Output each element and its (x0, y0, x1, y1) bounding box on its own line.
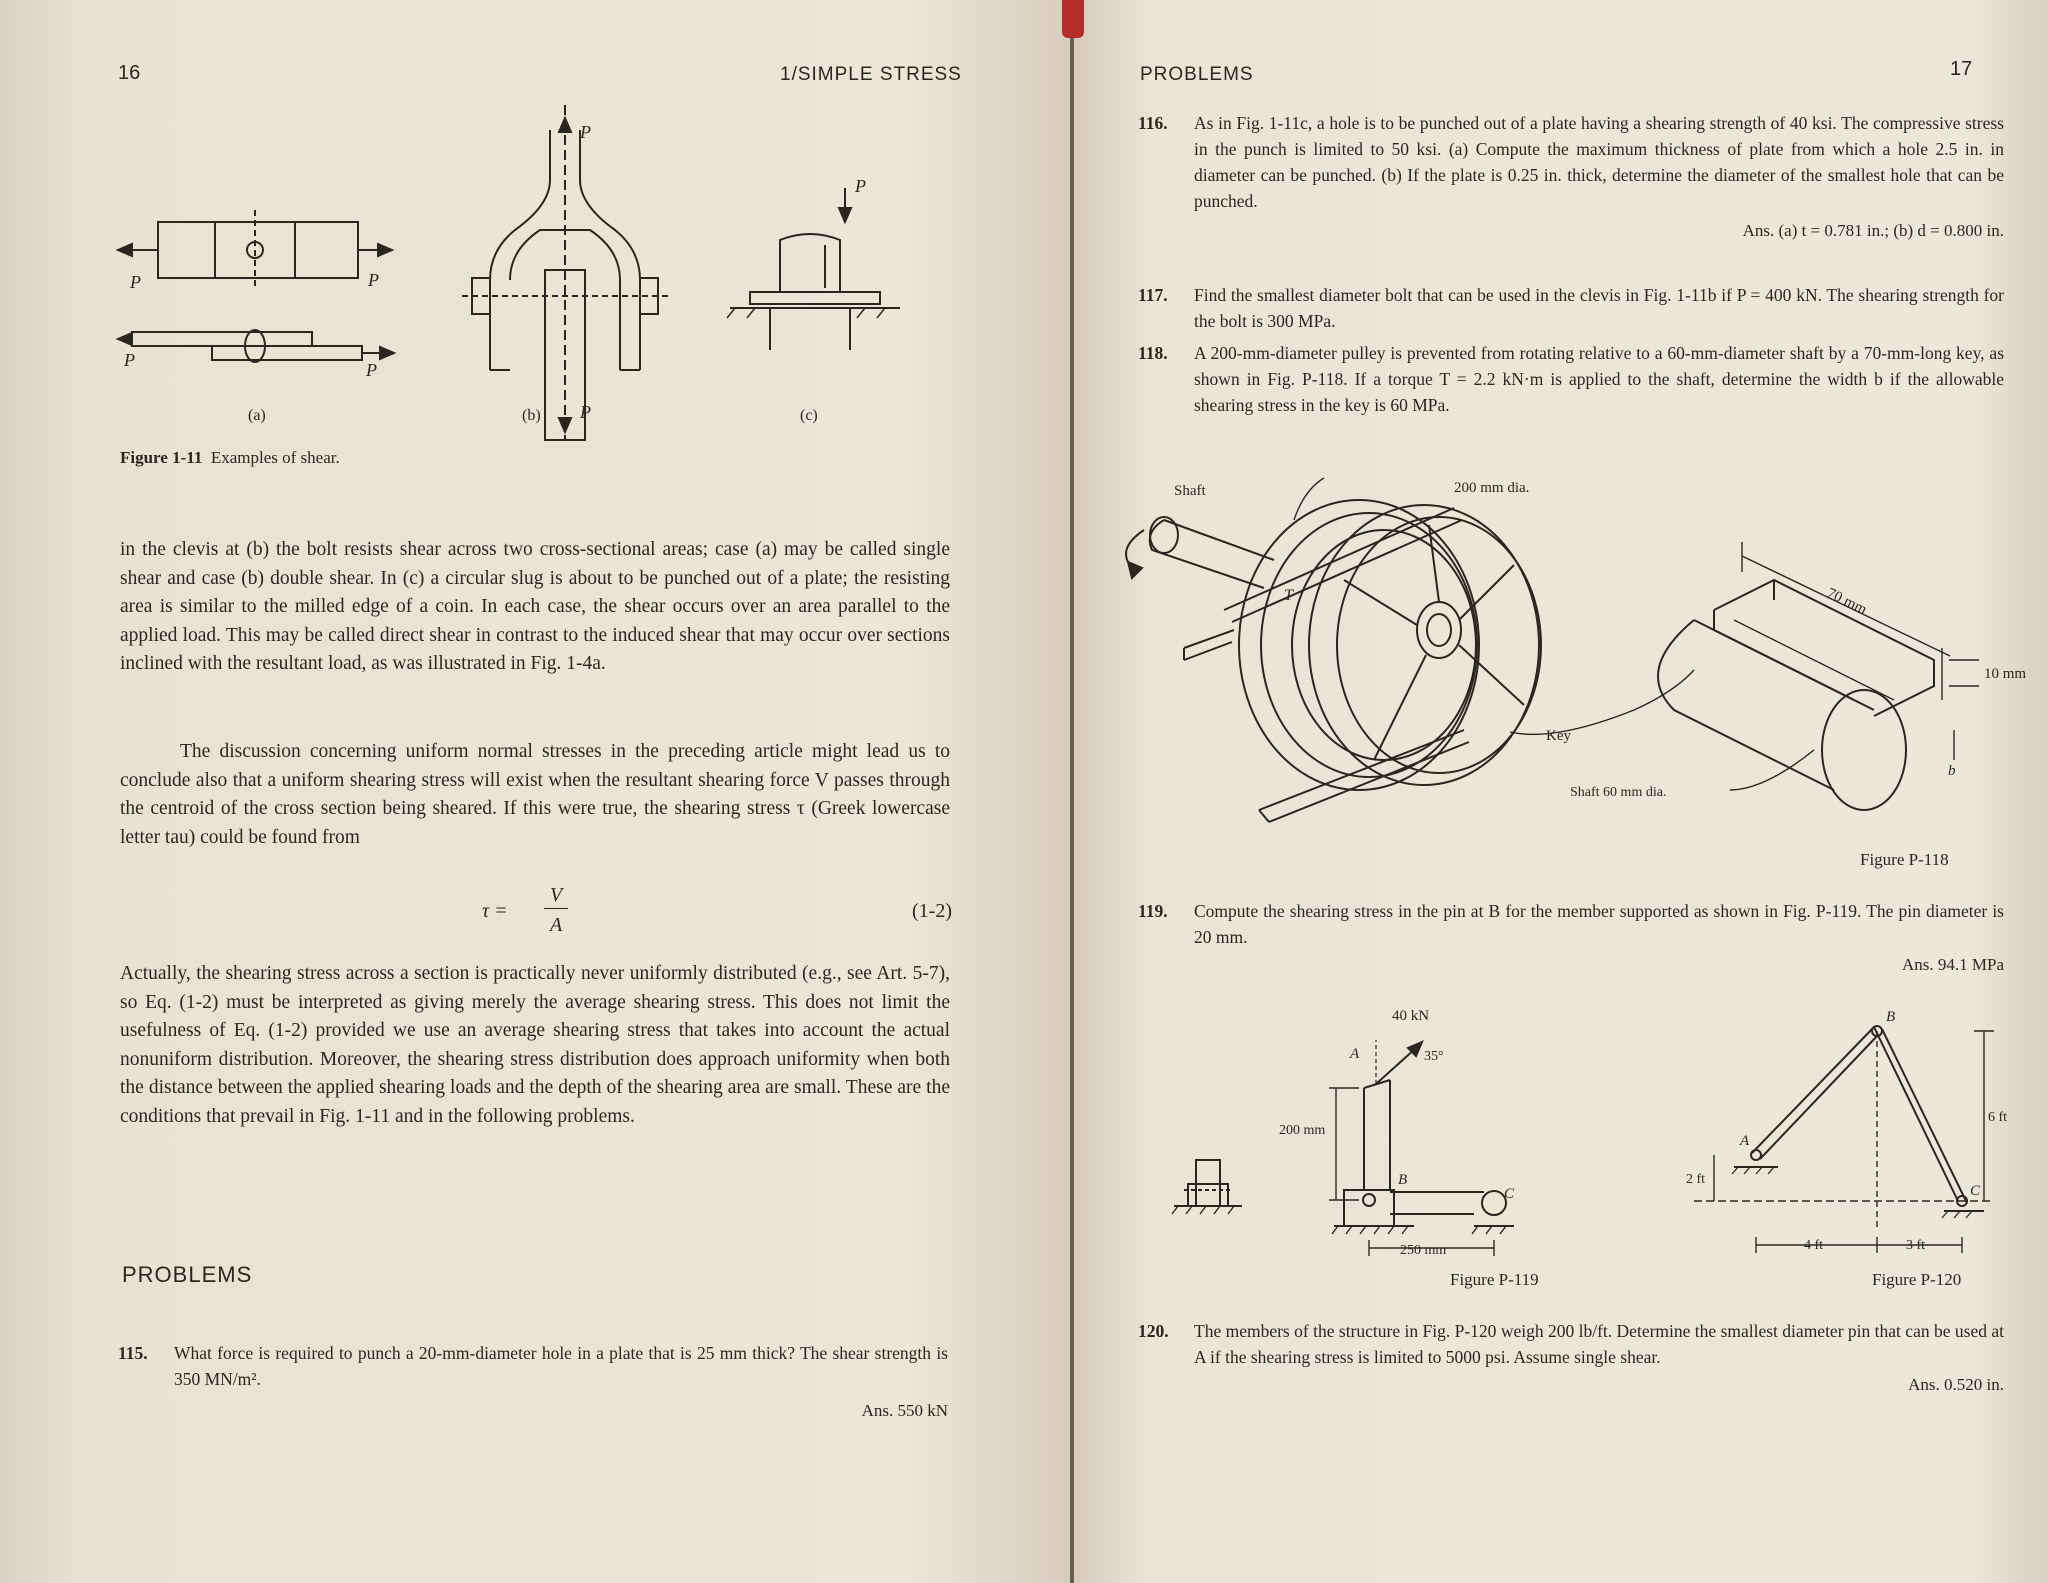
right-page (1074, 0, 2048, 1583)
problem-number: 116. (1138, 113, 1168, 133)
equation-1-2 (482, 884, 952, 944)
label-horizontal-dimension: 250 mm (1400, 1243, 1447, 1258)
problems-heading: PROBLEMS (122, 1262, 253, 1287)
figure-1-11 (110, 110, 930, 450)
running-head: PROBLEMS (1140, 64, 1254, 85)
force-label: P (366, 360, 377, 380)
bookmark-ribbon (1062, 0, 1084, 38)
force-label: P (855, 176, 866, 196)
label-point-a: A (1740, 1133, 1750, 1149)
page-number: 17 (1950, 58, 1973, 80)
subfigure-b-label: (b) (522, 407, 541, 424)
pulley-assembly (1126, 500, 1541, 822)
body-paragraph-3: Actually, the shearing stress across a section is practically never uniformly distributed (e.g., see Art. 5-7), so Eq. (1-2) must be interpreted as giving merely the average shearing stress. This does not limit the usefulness of Eq. (1-2) provided we use an average shearing stress that takes into account the actual nonuniform distribution. Moreover, the shearing stress distribution does approach uniformity when both the distance between the applied shearing loads and the depth of the shearing area are small. These are the conditions that prevail in Fig. 1-11 and in the following problems. (120, 963, 950, 1127)
label-3ft: 3 ft (1906, 1238, 1926, 1253)
problem-text: As in Fig. 1-11c, a hole is to be punched out of a plate having a shearing strength of 40 ksi. The compressive stress in the punch is limited to 50 ksi. (a) Compute the maximum thickness of plate from which a hole 2.5 in. in diameter can be punched. (b) If the plate is 0.25 in. thick, determine the diameter of the smallest hole that can be punched. (1194, 113, 2004, 211)
label-shaft-diameter: Shaft 60 mm dia. (1570, 785, 1667, 800)
problem-text: Compute the shearing stress in the pin at B for the member supported as shown in Fig. P-119. The pin diameter is 20 mm. (1194, 901, 2004, 947)
subfigure-c-label: (c) (800, 407, 818, 424)
problem-119 (1138, 898, 2004, 978)
figure-p-119 (1154, 1000, 1654, 1270)
equation-denominator: A (550, 914, 563, 936)
equation-lhs: τ = (482, 900, 508, 922)
figure-p-120 (1674, 1005, 2034, 1265)
label-point-c: C (1504, 1186, 1515, 1202)
truss-dimensions (1694, 1031, 1994, 1253)
figure-p-118 (1074, 460, 2048, 880)
body-paragraph-1: in the clevis at (b) the bolt resists shear across two cross-sectional areas; case (a) may be called single shear and case (b) double shear. In (c) a circular slug is about to be punched out of a plate; the resisting area is similar to the milled edge of a coin. In each case, the shear occurs over an area parallel to the applied load. This may be called direct shear in contrast to the induced shear that may occur over sections inclined with the resultant load, as was illustrated in Fig. 1-4a. (120, 539, 950, 674)
problem-number: 117. (1138, 285, 1168, 305)
truss-members (1732, 1026, 1984, 1218)
single-shear-side-view (118, 330, 394, 362)
label-shaft: Shaft (1174, 483, 1206, 499)
label-4ft: 4 ft (1804, 1238, 1824, 1253)
label-key-length: 70 mm (1824, 585, 1870, 619)
label-key-height: 10 mm (1984, 666, 2027, 682)
figure-p-118-caption: Figure P-118 (1860, 850, 1949, 869)
force-label: P (580, 122, 591, 142)
problem-number: 119. (1138, 901, 1168, 921)
label-point-b: B (1398, 1172, 1408, 1188)
fraction-bar (544, 908, 568, 909)
label-point-c: C (1970, 1183, 1981, 1199)
pin-detail (1172, 1160, 1242, 1214)
label-torque: T (1284, 587, 1293, 604)
figure-caption-text: Examples of shear. (210, 448, 340, 467)
force-label: P (124, 350, 135, 370)
body-paragraph-2: The discussion concerning uniform normal stresses in the preceding article might lead us to conclude also that a uniform shearing stress will exist when the resultant shearing force V passes through the centroid of the cross section being sheared. If this were true, the shearing stress τ (Greek lowercase letter tau) could be found from (120, 741, 950, 848)
figure-caption (120, 448, 340, 468)
problem-number: 120. (1138, 1321, 1169, 1341)
figure-caption-label: Figure 1-11 (120, 448, 203, 467)
problem-118 (1138, 340, 2004, 418)
problem-text: Find the smallest diameter bolt that can be used in the clevis in Fig. 1-11b if P = 400 kN. The shearing strength for the bolt is 300 MPa. (1194, 285, 2004, 331)
problem-number: 118. (1138, 343, 1168, 363)
equation-numerator: V (550, 884, 563, 906)
problem-115 (118, 1340, 948, 1424)
problem-answer: Ans. (a) t = 0.781 in.; (b) d = 0.800 in. (1742, 221, 2004, 240)
figure-p-119-caption: Figure P-119 (1450, 1270, 1539, 1289)
label-angle: 35° (1424, 1049, 1444, 1064)
running-head: 1/SIMPLE STRESS (780, 64, 962, 85)
problem-text: What force is required to punch a 20-mm-diameter hole in a plate that is 25 mm thick? The shear strength is 350 MN/m². (174, 1343, 948, 1389)
label-point-a: A (1350, 1046, 1360, 1062)
figure-p-120-caption: Figure P-120 (1872, 1270, 1962, 1289)
shaft-key-detail (1658, 542, 1979, 810)
label-pulley-diameter: 200 mm dia. (1454, 480, 1530, 496)
problem-answer: Ans. 0.520 in. (1908, 1375, 2004, 1394)
label-key: Key (1546, 728, 1571, 744)
punch-diagram (727, 188, 900, 350)
bracket-member (1329, 1040, 1514, 1256)
problem-text: A 200-mm-diameter pulley is prevented from rotating relative to a 60-mm-diameter shaft by a 70-mm-long key, as shown in Fig. P-118. If a torque T = 2.2 kN·m is applied to the shaft, determine the width b if the allowable shearing stress in the key is 60 MPa. (1194, 343, 2004, 415)
equation-number: (1-2) (912, 900, 952, 922)
problem-answer: Ans. 94.1 MPa (1901, 955, 2004, 974)
problem-number: 115. (118, 1343, 148, 1363)
label-6ft: 6 ft (1988, 1110, 2008, 1125)
problem-116 (1138, 110, 2004, 244)
force-label: P (368, 270, 379, 290)
problem-text: The members of the structure in Fig. P-120 weigh 200 lb/ft. Determine the smallest diameter pin that can be used at A if the shearing stress is limited to 5000 psi. Assume single shear. (1194, 1321, 2004, 1367)
single-shear-top-view (118, 210, 392, 290)
label-load: 40 kN (1392, 1008, 1430, 1024)
problem-120 (1138, 1318, 2004, 1398)
problem-answer: Ans. 550 kN (861, 1401, 948, 1420)
problem-117 (1138, 282, 2004, 334)
label-point-b: B (1886, 1009, 1896, 1025)
force-label: P (580, 402, 591, 422)
double-shear-clevis (462, 105, 668, 440)
page-number: 16 (118, 62, 141, 84)
label-vertical-dimension: 200 mm (1279, 1123, 1326, 1138)
label-key-width: b (1948, 763, 1956, 779)
force-label: P (130, 272, 141, 292)
subfigure-a-label: (a) (248, 407, 266, 424)
label-2ft: 2 ft (1686, 1172, 1706, 1187)
